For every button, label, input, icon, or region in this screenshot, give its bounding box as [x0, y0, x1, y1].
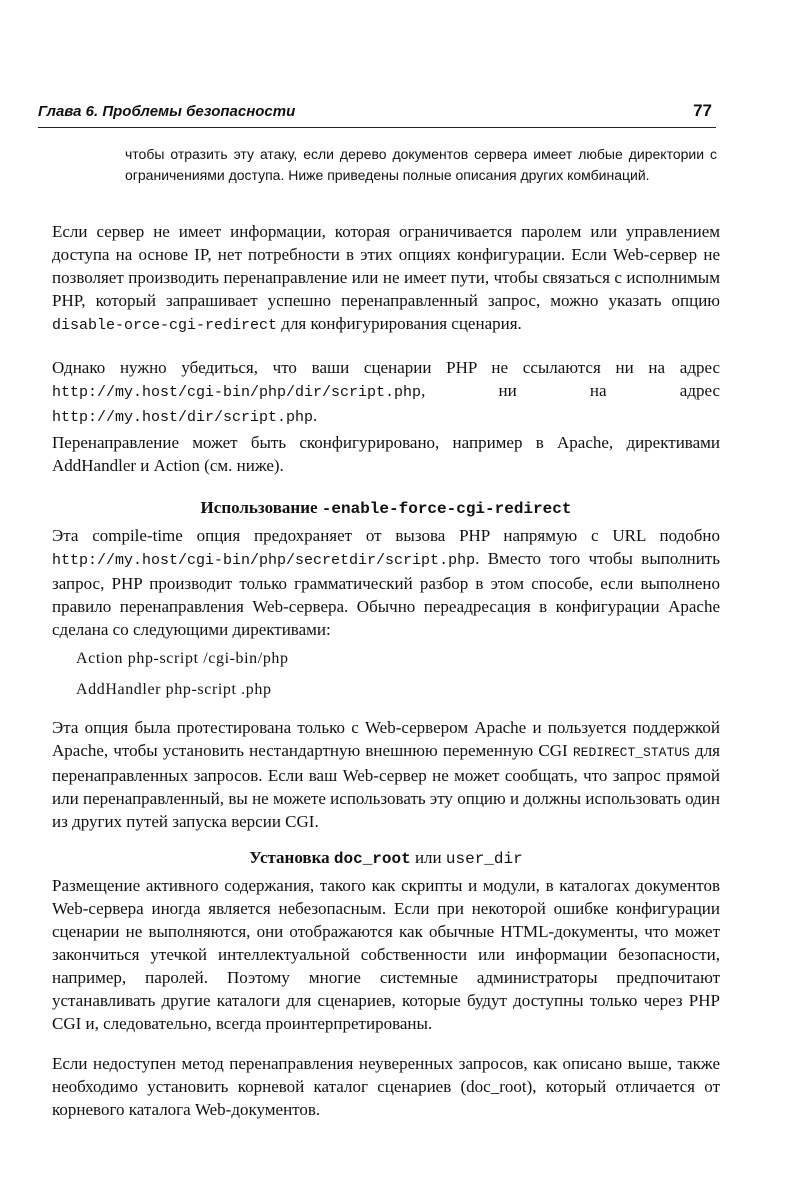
- heading-code: doc_root: [333, 850, 411, 868]
- heading-code: user_dir: [445, 850, 523, 868]
- heading-code: -enable-force-cgi-redirect: [321, 500, 572, 518]
- text: Эта опция была протестирована только с Web-сервером Apache и пользуется поддержкой Apache, чтобы установить нестандартную внешнюю переменную CGI: [52, 718, 720, 760]
- directive-name: Action: [153, 456, 200, 475]
- heading-text: Установка: [249, 848, 334, 867]
- text: . Вместо того чтобы выполнить запрос, PHP производит только грамматический разбор в этом способе, если выполнено правило перенаправления Web-сервера. Обычно переадресация в конфигурации Apache сделана со следующими директивами:: [52, 549, 720, 639]
- paragraph-active-content: Размещение активного содержания, такого как скрипты и модули, в каталогах документов Web-сервера иногда является небезопасным. Если при некоторой ошибке конфигурации сценарии не выполняются, они отображаются как обычные HTML-документы, что может закончиться утечкой интеллектуальной собственности или информации безопасности, например, паролей. Поэтому многие системные администраторы предпочитают устанавливать другие каталоги для сценариев, которые будут доступны только через PHP CGI и, следовательно, всегда проинтерпретированы.: [52, 876, 720, 1033]
- variable-code: REDIRECT_STATUS: [572, 745, 690, 760]
- text: для конфигурирования сценария.: [277, 314, 522, 333]
- section-heading: [52, 498, 720, 518]
- text: , ни на адрес: [421, 381, 720, 400]
- text: Эта compile-time опция предохраняет от вызова PHP напрямую с URL подобно: [52, 526, 720, 545]
- text: для перенаправленных запросов. Если ваш Web-сервер не может сообщать, что запрос прямой или перенаправленный, вы не можете использовать эту опцию и должны использовать один из других путей запуска версии CGI.: [52, 741, 720, 831]
- text: (см. ниже).: [199, 456, 284, 475]
- url-code: http://my.host/cgi-bin/php/dir/script.php: [52, 384, 422, 401]
- chapter-title: Глава 6. Проблемы безопасности: [38, 103, 296, 120]
- running-header: [38, 101, 716, 128]
- section-heading: [52, 848, 720, 868]
- url-code: http://my.host/dir/script.php: [52, 409, 314, 426]
- paragraph-compile-option: [52, 524, 720, 641]
- paragraph-doc-root: Если недоступен метод перенаправления неуверенных запросов, как описано выше, также необходимо установить корневой каталог сценариев (doc_root), который отличается от корневого каталога Web-документов.: [52, 1054, 720, 1119]
- directive-name: AddHandler: [52, 456, 137, 475]
- text: Перенаправление может быть сконфигурировано, например в Apache, директивами: [52, 433, 720, 452]
- heading-text: или: [410, 848, 446, 867]
- option-code: disable-orce-cgi-redirect: [52, 317, 278, 334]
- paragraph-redirect: [52, 431, 720, 477]
- url-code: http://my.host/cgi-bin/php/secretdir/script.php: [52, 552, 476, 569]
- paragraph-apache-test: [52, 716, 720, 833]
- text: .: [313, 406, 318, 425]
- page-number: 77: [693, 101, 712, 120]
- paragraph-server-config: [52, 220, 720, 337]
- note-paragraph: чтобы отразить эту атаку, если дерево документов сервера имеет любые директории с ограничениями доступа. Ниже приведены полные описания других комбинаций.: [125, 146, 717, 183]
- heading-text: Использование: [200, 498, 322, 517]
- text: и: [136, 456, 154, 475]
- code-line: Action php-script /cgi-bin/php: [76, 650, 289, 667]
- text: Если сервер не имеет информации, которая ограничивается паролем или управлением доступа на основе IP, нет потребности в этих опциях конфигурации. Если Web-сервер не позволяет производить перенаправление или не имеет пути, чтобы связаться с исполнимым PHP, который запрашивает успешно перенаправленный запрос, можно указать опцию: [52, 222, 720, 310]
- code-line: AddHandler php-script .php: [76, 681, 272, 698]
- text: Однако нужно убедиться, что ваши сценарии PHP не ссылаются ни на адрес: [52, 358, 720, 377]
- paragraph-script-urls: [52, 356, 720, 429]
